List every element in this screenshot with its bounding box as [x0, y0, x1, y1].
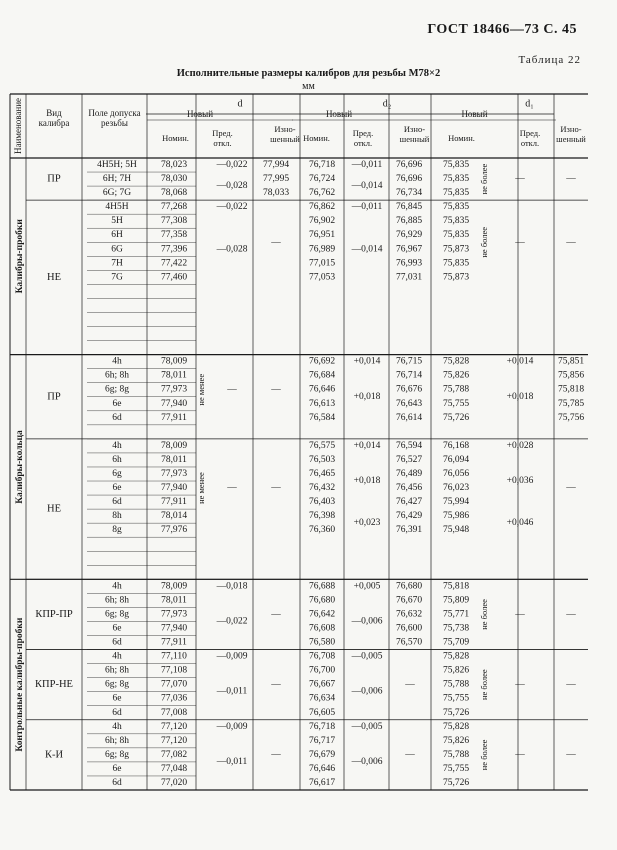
merged-cell: —: [566, 679, 576, 690]
d2-nominal-cell: 76,708: [308, 651, 336, 662]
group-label: Калибры-пробки: [15, 219, 25, 294]
merged-cell: +0,018: [353, 391, 381, 402]
d2-worn-cell: 76,427: [395, 497, 423, 508]
d1-nominal-cell: 75,709: [442, 637, 470, 648]
d2-nominal-cell: 76,613: [308, 398, 336, 409]
d2-nominal-cell: 76,634: [308, 693, 336, 704]
tolerance-cell: 6e: [112, 483, 122, 494]
d2-nominal-cell: 76,688: [308, 581, 336, 592]
group-label: Калибры-кольца: [15, 430, 25, 504]
d-nominal-cell: 77,120: [160, 721, 188, 732]
d2-nominal-cell: 76,680: [308, 595, 336, 606]
kind-label: НЕ: [47, 503, 61, 515]
d1-nominal-cell: 75,755: [442, 693, 470, 704]
header-tolerance: резьбы: [101, 118, 128, 128]
tolerance-cell: 4h: [112, 721, 122, 732]
d2-worn-cell: 76,734: [395, 188, 423, 199]
merged-cell: —0,005: [351, 721, 383, 732]
merged-cell: —: [566, 174, 576, 185]
d-nominal-cell: 77,108: [160, 665, 188, 676]
d-nominal-cell: 77,070: [160, 679, 188, 690]
d2-worn-cell: 76,600: [395, 623, 423, 634]
merged-cell: —0,011: [351, 160, 383, 171]
merged-cell: не более: [479, 226, 489, 258]
d1-nominal-cell: 75,835: [442, 258, 470, 269]
d-nominal-cell: 77,911: [161, 412, 187, 423]
merged-cell: —0,006: [351, 616, 383, 627]
d1-nominal-cell: 75,835: [442, 188, 470, 199]
d2-worn-cell: 76,527: [395, 454, 423, 465]
d2-worn-cell: 76,696: [395, 174, 423, 185]
merged-cell: —: [566, 483, 576, 494]
d-nominal-cell: 77,020: [160, 777, 188, 788]
d1-nominal-cell: 75,738: [442, 623, 470, 634]
table-unit: мм: [302, 81, 315, 92]
tolerance-cell: 5H: [111, 216, 123, 227]
tolerance-cell: 6d: [112, 412, 122, 423]
d1-nominal-cell: 75,788: [442, 679, 470, 690]
merged-cell: +0,018: [353, 476, 381, 487]
d1-nominal-cell: 75,835: [442, 216, 470, 227]
d2-nominal-cell: 76,465: [308, 469, 336, 479]
d-nominal-cell: 78,009: [160, 581, 188, 592]
d1-nominal-cell: 75,873: [442, 272, 470, 283]
d2-nominal-cell: 76,989: [308, 244, 336, 255]
merged-cell: —: [271, 749, 281, 760]
d-nominal-cell: 77,268: [160, 202, 188, 213]
merged-cell: —0,006: [351, 756, 383, 767]
d-nominal-cell: 78,068: [160, 188, 188, 199]
d-nominal-cell: 78,011: [161, 454, 187, 465]
d2-nominal-cell: 77,015: [308, 258, 336, 269]
d2-nominal-cell: 76,717: [308, 735, 336, 746]
d1-nominal-cell: 76,056: [442, 469, 470, 479]
merged-cell: —0,011: [351, 202, 383, 213]
d2-worn-cell: 76,993: [395, 258, 423, 269]
tolerance-cell: 8h: [112, 511, 122, 522]
d2-worn-cell: 76,715: [395, 356, 423, 367]
d1-nominal-cell: 75,826: [442, 735, 470, 746]
d-nominal-cell: 78,014: [160, 511, 188, 522]
kind-label: КПР-ПР: [35, 608, 73, 620]
d-nominal-cell: 78,030: [160, 174, 188, 185]
d2-nominal-cell: 76,617: [308, 777, 336, 788]
kind-label: КПР-НЕ: [35, 679, 73, 691]
d2-nominal-cell: 76,718: [308, 160, 336, 171]
d-nominal-cell: 77,940: [160, 623, 188, 634]
tolerance-cell: 6G; 7G: [102, 188, 132, 199]
tolerance-cell: 4H5H: [105, 202, 129, 213]
header-dev: Пред.: [519, 128, 541, 138]
merged-cell: —: [227, 384, 237, 395]
merged-cell: +0,005: [353, 581, 381, 592]
merged-cell: —: [515, 749, 525, 760]
header-new: Новый: [186, 109, 214, 119]
merged-cell: —0,009: [216, 721, 248, 732]
d-nominal-cell: 77,973: [160, 609, 188, 620]
tolerance-cell: 8g: [112, 525, 122, 536]
tolerance-cell: 4h: [112, 581, 122, 592]
d-nominal-cell: 77,940: [160, 398, 188, 409]
d2-worn-cell: 76,676: [395, 384, 423, 395]
merged-cell: не менее: [196, 373, 206, 406]
tolerance-cell: 6e: [112, 623, 122, 634]
header-d2: d₂: [382, 98, 392, 110]
tolerance-cell: 6d: [112, 777, 122, 788]
d1-nominal-cell: 75,726: [442, 707, 470, 718]
tolerance-cell: 6h; 8h: [104, 735, 130, 746]
d-nominal-cell: 78,011: [161, 370, 187, 381]
merged-cell: —0,011: [216, 756, 248, 767]
header-dev: Пред.: [352, 128, 374, 138]
merged-cell: +0,046: [506, 518, 534, 529]
d2-worn-cell: 76,845: [395, 202, 423, 213]
tolerance-cell: 6g; 8g: [104, 384, 130, 395]
d1-nominal-cell: 75,828: [442, 356, 470, 367]
d2-worn-cell: 76,429: [395, 511, 423, 522]
d2-worn-cell: 76,570: [395, 637, 423, 648]
d2-nominal-cell: 76,700: [308, 665, 336, 676]
merged-cell: —: [566, 609, 576, 620]
tolerance-cell: 6g; 8g: [104, 609, 130, 620]
d1-nominal-cell: 75,873: [442, 244, 470, 255]
d-nominal-cell: 77,940: [160, 483, 188, 494]
merged-cell: +0,018: [506, 391, 534, 402]
tolerance-cell: 4H5H; 5H: [97, 160, 137, 171]
d-nominal-cell: 78,009: [160, 440, 188, 451]
d1-nominal-cell: 75,835: [442, 174, 470, 185]
d1-nominal-cell: 75,788: [442, 749, 470, 760]
d-nominal-cell: 77,911: [161, 637, 187, 648]
d1-worn-cell: 75,785: [557, 398, 585, 409]
page-header: ГОСТ 18466—73 С. 45: [427, 22, 577, 37]
d2-nominal-cell: 76,679: [308, 749, 336, 760]
tolerance-cell: 6G: [111, 244, 123, 255]
header-kind: Вид: [46, 108, 62, 118]
d-nominal-cell: 77,460: [160, 272, 188, 283]
d1-nominal-cell: 75,835: [442, 160, 470, 171]
merged-cell: —: [227, 483, 237, 494]
kind-label: ПР: [47, 173, 61, 185]
header-dev: откл.: [213, 138, 232, 148]
d2-nominal-cell: 76,584: [308, 412, 336, 423]
header-worn: Изно-: [274, 124, 296, 134]
d2-nominal-cell: 76,398: [308, 511, 336, 522]
d2-nominal-cell: 76,684: [308, 370, 336, 381]
d1-nominal-cell: 75,771: [442, 609, 470, 620]
merged-cell: —: [271, 609, 281, 620]
d-nominal-cell: 77,358: [160, 230, 188, 241]
d2-nominal-cell: 76,503: [308, 454, 336, 465]
d-nominal-cell: 77,036: [160, 693, 188, 704]
tolerance-cell: 6g: [112, 469, 122, 479]
d-nominal-cell: 77,008: [160, 707, 188, 718]
merged-cell: —0,009: [216, 651, 248, 662]
merged-cell: не менее: [196, 472, 206, 504]
d1-nominal-cell: 75,826: [442, 665, 470, 676]
merged-cell: +0,014: [353, 440, 381, 451]
header-d: d: [237, 98, 243, 110]
header-d1: d₁: [525, 98, 534, 110]
tolerance-cell: 7G: [111, 272, 123, 283]
tolerance-cell: 4h: [112, 651, 122, 662]
tolerance-cell: 6d: [112, 637, 122, 648]
header-worn: шенный: [556, 134, 586, 144]
merged-cell: —0,022: [216, 160, 248, 171]
merged-cell: —0,018: [216, 581, 248, 592]
merged-cell: —: [405, 679, 415, 690]
merged-cell: —: [566, 749, 576, 760]
d1-nominal-cell: 75,828: [442, 651, 470, 662]
d2-worn-cell: 76,714: [395, 370, 423, 381]
merged-cell: +0,014: [506, 356, 534, 367]
header-worn: шенный: [399, 134, 430, 144]
merged-cell: —0,014: [351, 181, 383, 192]
merged-cell: не более: [479, 739, 489, 771]
d2-worn-cell: 76,391: [395, 525, 423, 536]
d1-nominal-cell: 75,726: [442, 777, 470, 788]
header-dev: откл.: [353, 138, 373, 148]
merged-cell: 77,995: [262, 174, 290, 185]
d2-worn-cell: 76,885: [395, 216, 423, 227]
d1-nominal-cell: 75,948: [442, 525, 470, 536]
merged-cell: —0,005: [351, 651, 383, 662]
merged-cell: —0,028: [216, 181, 248, 192]
d1-nominal-cell: 75,755: [442, 763, 470, 774]
merged-cell: +0,023: [353, 518, 381, 529]
d2-nominal-cell: 76,762: [308, 188, 336, 199]
d1-nominal-cell: 75,788: [442, 384, 470, 395]
tolerance-cell: 6e: [112, 763, 122, 774]
tolerance-cell: 6H; 7H: [102, 174, 132, 185]
d1-worn-cell: 75,756: [557, 412, 585, 423]
tolerance-cell: 6h: [112, 454, 122, 465]
d2-worn-cell: 76,456: [395, 483, 423, 494]
header-dev: Пред.: [212, 128, 233, 138]
d-nominal-cell: 77,110: [161, 651, 187, 662]
d1-nominal-cell: 76,168: [442, 440, 470, 451]
tolerance-cell: 6e: [112, 398, 122, 409]
d2-nominal-cell: 76,605: [308, 707, 336, 718]
header-worn: Изно-: [403, 124, 426, 134]
tolerance-cell: 4h: [112, 356, 122, 367]
tolerance-cell: 7H: [111, 258, 123, 269]
d-nominal-cell: 77,120: [160, 735, 188, 746]
merged-cell: —0,006: [351, 686, 383, 697]
d1-nominal-cell: 75,809: [442, 595, 470, 606]
d2-nominal-cell: 76,432: [308, 483, 336, 494]
d2-nominal-cell: 76,951: [308, 230, 336, 241]
tolerance-cell: 6h; 8h: [104, 595, 130, 606]
table-number: Таблица 22: [518, 54, 581, 66]
kind-label: НЕ: [47, 271, 61, 283]
header-dev: откл.: [520, 138, 540, 148]
d2-worn-cell: 76,594: [395, 440, 423, 451]
d-nominal-cell: 78,009: [160, 356, 188, 367]
merged-cell: —: [271, 237, 281, 248]
header-kind: калибра: [38, 118, 70, 128]
merged-cell: —: [515, 609, 525, 620]
d2-worn-cell: 77,031: [395, 272, 423, 283]
d2-nominal-cell: 76,667: [308, 679, 336, 690]
d-nominal-cell: 77,973: [160, 469, 188, 479]
merged-cell: 77,994: [262, 160, 290, 171]
d2-worn-cell: 76,929: [395, 230, 423, 241]
merged-cell: —0,028: [216, 244, 248, 255]
d-nominal-cell: 78,023: [160, 160, 188, 171]
d-nominal-cell: 77,082: [160, 749, 188, 760]
merged-cell: —: [405, 749, 415, 760]
d1-nominal-cell: 76,023: [442, 483, 470, 494]
header-nom: Номин.: [448, 133, 475, 143]
d2-nominal-cell: 76,575: [308, 440, 336, 451]
d1-nominal-cell: 75,986: [442, 511, 470, 522]
merged-cell: +0,036: [506, 476, 534, 487]
d-nominal-cell: 77,911: [161, 497, 187, 508]
tolerance-cell: 6d: [112, 707, 122, 718]
merged-cell: —: [271, 384, 281, 395]
d1-nominal-cell: 75,826: [442, 370, 470, 381]
d-nominal-cell: 77,422: [160, 258, 188, 269]
merged-cell: —: [271, 679, 281, 690]
tolerance-cell: 6h; 8h: [104, 665, 130, 676]
d2-worn-cell: 76,680: [395, 581, 423, 592]
merged-cell: +0,028: [506, 440, 534, 451]
d1-nominal-cell: 75,994: [442, 497, 470, 508]
merged-cell: —: [515, 237, 525, 248]
d2-nominal-cell: 76,724: [308, 174, 336, 185]
merged-cell: —: [566, 237, 576, 248]
d2-nominal-cell: 76,646: [308, 763, 336, 774]
d-nominal-cell: 77,048: [160, 763, 188, 774]
d2-worn-cell: 76,967: [395, 244, 423, 255]
d2-worn-cell: 76,632: [395, 609, 423, 620]
d1-nominal-cell: 75,835: [442, 230, 470, 241]
d2-nominal-cell: 76,862: [308, 202, 336, 213]
merged-cell: —: [515, 679, 525, 690]
d2-nominal-cell: 77,053: [308, 272, 336, 283]
d-nominal-cell: 77,308: [160, 216, 188, 227]
merged-cell: —0,022: [216, 616, 248, 627]
d2-worn-cell: 76,643: [395, 398, 423, 409]
tolerance-cell: 6g; 8g: [104, 679, 130, 690]
header-nom: Номин.: [303, 133, 330, 143]
table-title-text: Исполнительные размеры калибров для резьбы М78×2: [176, 68, 441, 79]
tolerance-cell: 6h; 8h: [104, 370, 130, 381]
d-nominal-cell: 77,973: [160, 384, 188, 395]
header-name: Наименование: [13, 97, 23, 155]
header-new: Новый: [325, 109, 353, 119]
header-tolerance: Поле допуска: [88, 108, 141, 118]
merged-cell: не более: [479, 669, 489, 701]
d-nominal-cell: 77,976: [160, 525, 188, 536]
tolerance-cell: 6g; 8g: [104, 749, 130, 760]
merged-cell: —: [271, 483, 281, 494]
header-worn: Изно-: [560, 124, 582, 134]
tolerance-cell: 4h: [112, 440, 122, 451]
tolerance-cell: 6H: [111, 230, 123, 241]
d2-worn-cell: 76,696: [395, 160, 423, 171]
merged-cell: —0,011: [216, 686, 248, 697]
d2-nominal-cell: 76,360: [308, 525, 336, 536]
tolerance-cell: 6e: [112, 693, 122, 704]
d2-worn-cell: 76,489: [395, 469, 423, 479]
d-nominal-cell: 77,396: [160, 244, 188, 255]
d1-nominal-cell: 75,835: [442, 202, 470, 213]
d2-nominal-cell: 76,646: [308, 384, 336, 395]
d2-nominal-cell: 76,608: [308, 623, 336, 634]
merged-cell: +0,014: [353, 356, 381, 367]
d2-nominal-cell: 76,403: [308, 497, 336, 508]
d2-nominal-cell: 76,642: [308, 609, 336, 620]
d2-nominal-cell: 76,692: [308, 356, 336, 367]
d2-nominal-cell: 76,580: [308, 637, 336, 648]
merged-cell: —0,022: [216, 202, 248, 213]
tolerance-cell: 6d: [112, 497, 122, 508]
d2-worn-cell: 76,614: [395, 412, 423, 423]
merged-cell: не более: [479, 163, 489, 195]
d1-nominal-cell: 76,094: [442, 454, 470, 465]
d1-nominal-cell: 75,755: [442, 398, 470, 409]
d1-worn-cell: 75,818: [557, 384, 585, 395]
d1-nominal-cell: 75,726: [442, 412, 470, 423]
group-label: Контрольные калибры-пробки: [15, 617, 25, 752]
d2-nominal-cell: 76,902: [308, 216, 336, 227]
d-nominal-cell: 78,011: [161, 595, 187, 606]
header-new: Новый: [461, 109, 488, 119]
header-worn: шенный: [270, 134, 300, 144]
merged-cell: 78,033: [262, 188, 290, 199]
d2-worn-cell: 76,670: [395, 595, 423, 606]
d1-worn-cell: 75,856: [557, 370, 585, 381]
d2-nominal-cell: 76,718: [308, 721, 336, 732]
merged-cell: —0,014: [351, 244, 383, 255]
header-nom: Номин.: [162, 133, 189, 143]
d1-worn-cell: 75,851: [557, 356, 585, 367]
merged-cell: —: [515, 174, 525, 185]
d1-nominal-cell: 75,828: [442, 721, 470, 732]
kind-label: ПР: [47, 391, 61, 403]
kind-label: К-И: [44, 749, 64, 761]
d1-nominal-cell: 75,818: [442, 581, 470, 592]
merged-cell: не более: [479, 599, 489, 630]
